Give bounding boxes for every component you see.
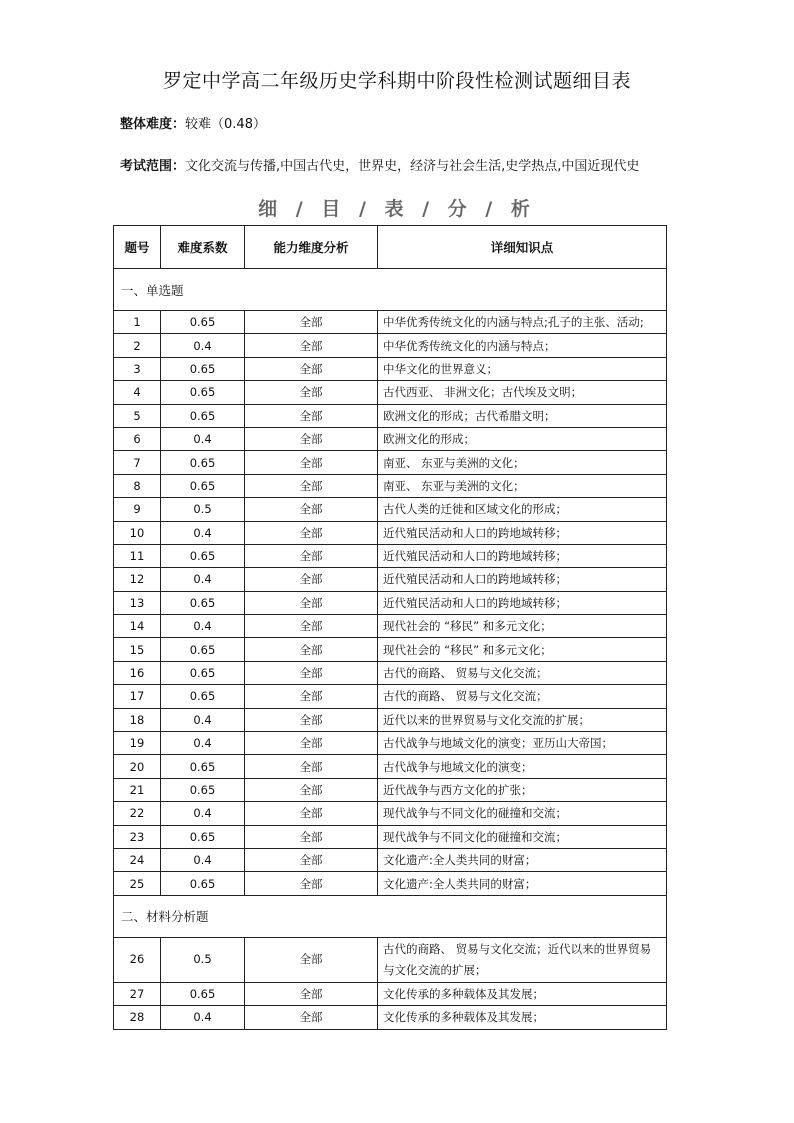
cell-number: 16 bbox=[114, 661, 161, 684]
cell-number: 17 bbox=[114, 685, 161, 708]
cell-knowledge: 古代战争与地域文化的演变；亚历山大帝国； bbox=[378, 732, 667, 755]
cell-difficulty: 0.4 bbox=[161, 334, 245, 357]
cell-difficulty: 0.4 bbox=[161, 1006, 245, 1029]
table-row bbox=[114, 825, 667, 848]
cell-ability: 全部 bbox=[245, 357, 378, 380]
table-row bbox=[114, 755, 667, 778]
cell-number: 22 bbox=[114, 802, 161, 825]
scope-label: 考试范围： bbox=[120, 159, 186, 174]
cell-difficulty: 0.65 bbox=[161, 474, 245, 497]
cell-knowledge: 南亚、 东亚与美洲的文化； bbox=[378, 451, 667, 474]
cell-ability: 全部 bbox=[245, 661, 378, 684]
cell-number: 13 bbox=[114, 591, 161, 614]
section-group-row bbox=[114, 269, 667, 311]
table-row bbox=[114, 521, 667, 544]
cell-ability: 全部 bbox=[245, 1006, 378, 1029]
table-row bbox=[114, 872, 667, 895]
cell-ability: 全部 bbox=[245, 982, 378, 1005]
cell-ability: 全部 bbox=[245, 427, 378, 450]
cell-difficulty: 0.65 bbox=[161, 778, 245, 801]
cell-difficulty: 0.65 bbox=[161, 872, 245, 895]
table-row bbox=[114, 708, 667, 731]
cell-knowledge: 古代的商路、 贸易与文化交流；近代以来的世界贸易与文化交流的扩展； bbox=[378, 937, 667, 982]
cell-difficulty: 0.65 bbox=[161, 311, 245, 334]
cell-number: 21 bbox=[114, 778, 161, 801]
cell-ability: 全部 bbox=[245, 404, 378, 427]
table-row bbox=[114, 802, 667, 825]
detail-table bbox=[113, 225, 667, 1030]
difficulty-value: 较难（0.48） bbox=[185, 117, 266, 132]
cell-number: 19 bbox=[114, 732, 161, 755]
cell-number: 11 bbox=[114, 544, 161, 567]
cell-knowledge: 古代的商路、 贸易与文化交流； bbox=[378, 685, 667, 708]
header-difficulty: 难度系数 bbox=[161, 226, 245, 269]
cell-ability: 全部 bbox=[245, 848, 378, 871]
cell-difficulty: 0.65 bbox=[161, 381, 245, 404]
difficulty-label: 整体难度： bbox=[120, 117, 186, 132]
cell-number: 2 bbox=[114, 334, 161, 357]
cell-ability: 全部 bbox=[245, 732, 378, 755]
cell-number: 8 bbox=[114, 474, 161, 497]
table-row bbox=[114, 404, 667, 427]
cell-knowledge: 文化传承的多种载体及其发展； bbox=[378, 982, 667, 1005]
cell-difficulty: 0.4 bbox=[161, 848, 245, 871]
cell-ability: 全部 bbox=[245, 544, 378, 567]
cell-ability: 全部 bbox=[245, 872, 378, 895]
cell-ability: 全部 bbox=[245, 311, 378, 334]
cell-ability: 全部 bbox=[245, 615, 378, 638]
cell-knowledge: 古代的商路、 贸易与文化交流； bbox=[378, 661, 667, 684]
cell-knowledge: 南亚、 东亚与美洲的文化； bbox=[378, 474, 667, 497]
cell-knowledge: 古代西亚、 非洲文化；古代埃及文明； bbox=[378, 381, 667, 404]
cell-difficulty: 0.65 bbox=[161, 357, 245, 380]
cell-ability: 全部 bbox=[245, 755, 378, 778]
cell-number: 20 bbox=[114, 755, 161, 778]
table-row bbox=[114, 1006, 667, 1029]
cell-knowledge: 欧洲文化的形成； bbox=[378, 427, 667, 450]
section-group-row bbox=[114, 895, 667, 937]
cell-ability: 全部 bbox=[245, 474, 378, 497]
cell-ability: 全部 bbox=[245, 498, 378, 521]
cell-number: 15 bbox=[114, 638, 161, 661]
table-row bbox=[114, 357, 667, 380]
cell-number: 4 bbox=[114, 381, 161, 404]
table-row bbox=[114, 661, 667, 684]
cell-number: 6 bbox=[114, 427, 161, 450]
cell-number: 24 bbox=[114, 848, 161, 871]
table-row bbox=[114, 474, 667, 497]
cell-difficulty: 0.4 bbox=[161, 615, 245, 638]
cell-knowledge: 文化遗产:全人类共同的财富； bbox=[378, 848, 667, 871]
cell-knowledge: 近代殖民活动和人口的跨地域转移； bbox=[378, 591, 667, 614]
cell-knowledge: 古代战争与地域文化的演变； bbox=[378, 755, 667, 778]
table-row bbox=[114, 982, 667, 1005]
cell-knowledge: 近代战争与西方文化的扩张； bbox=[378, 778, 667, 801]
table-row bbox=[114, 732, 667, 755]
cell-difficulty: 0.65 bbox=[161, 982, 245, 1005]
scope-value: 文化交流与传播,中国古代史，世界史，经济与社会生活,史学热点,中国近现代史 bbox=[185, 159, 640, 174]
cell-number: 18 bbox=[114, 708, 161, 731]
cell-difficulty: 0.4 bbox=[161, 427, 245, 450]
cell-knowledge: 古代人类的迁徙和区域文化的形成； bbox=[378, 498, 667, 521]
cell-knowledge: 现代社会的 “移民” 和多元文化； bbox=[378, 638, 667, 661]
cell-knowledge: 文化传承的多种载体及其发展； bbox=[378, 1006, 667, 1029]
cell-difficulty: 0.65 bbox=[161, 755, 245, 778]
cell-difficulty: 0.4 bbox=[161, 802, 245, 825]
cell-ability: 全部 bbox=[245, 638, 378, 661]
cell-ability: 全部 bbox=[245, 381, 378, 404]
cell-ability: 全部 bbox=[245, 521, 378, 544]
cell-number: 14 bbox=[114, 615, 161, 638]
table-row bbox=[114, 427, 667, 450]
cell-ability: 全部 bbox=[245, 825, 378, 848]
cell-difficulty: 0.4 bbox=[161, 732, 245, 755]
cell-knowledge: 中华优秀传统文化的内涵与特点； bbox=[378, 334, 667, 357]
cell-knowledge: 欧洲文化的形成；古代希腊文明； bbox=[378, 404, 667, 427]
cell-ability: 全部 bbox=[245, 778, 378, 801]
header-ability: 能力维度分析 bbox=[245, 226, 378, 269]
cell-difficulty: 0.65 bbox=[161, 451, 245, 474]
cell-number: 3 bbox=[114, 357, 161, 380]
header-knowledge: 详细知识点 bbox=[378, 226, 667, 269]
exam-scope bbox=[120, 155, 639, 174]
cell-difficulty: 0.65 bbox=[161, 404, 245, 427]
cell-knowledge: 近代以来的世界贸易与文化交流的扩展； bbox=[378, 708, 667, 731]
cell-knowledge: 中华文化的世界意义； bbox=[378, 357, 667, 380]
cell-number: 1 bbox=[114, 311, 161, 334]
table-row bbox=[114, 591, 667, 614]
table-row bbox=[114, 311, 667, 334]
cell-number: 23 bbox=[114, 825, 161, 848]
table-row bbox=[114, 381, 667, 404]
section-group-label: 二、材料分析题 bbox=[114, 895, 667, 937]
cell-number: 10 bbox=[114, 521, 161, 544]
cell-difficulty: 0.4 bbox=[161, 708, 245, 731]
table-row bbox=[114, 544, 667, 567]
cell-difficulty: 0.4 bbox=[161, 521, 245, 544]
cell-number: 28 bbox=[114, 1006, 161, 1029]
table-row bbox=[114, 498, 667, 521]
cell-ability: 全部 bbox=[245, 685, 378, 708]
cell-ability: 全部 bbox=[245, 334, 378, 357]
cell-difficulty: 0.65 bbox=[161, 825, 245, 848]
cell-ability: 全部 bbox=[245, 568, 378, 591]
cell-knowledge: 中华优秀传统文化的内涵与特点;孔子的主张、活动; bbox=[378, 311, 667, 334]
cell-number: 9 bbox=[114, 498, 161, 521]
cell-ability: 全部 bbox=[245, 451, 378, 474]
cell-knowledge: 文化遗产:全人类共同的财富； bbox=[378, 872, 667, 895]
overall-difficulty bbox=[120, 113, 266, 132]
cell-number: 5 bbox=[114, 404, 161, 427]
section-group-label: 一、单选题 bbox=[114, 269, 667, 311]
table-row bbox=[114, 638, 667, 661]
cell-difficulty: 0.4 bbox=[161, 568, 245, 591]
table-row bbox=[114, 451, 667, 474]
section-title: 细 / 目 / 表 / 分 / 析 bbox=[258, 198, 536, 220]
cell-number: 27 bbox=[114, 982, 161, 1005]
cell-ability: 全部 bbox=[245, 591, 378, 614]
table-row bbox=[114, 848, 667, 871]
cell-knowledge: 现代社会的 “移民” 和多元文化； bbox=[378, 615, 667, 638]
cell-knowledge: 近代殖民活动和人口的跨地域转移； bbox=[378, 521, 667, 544]
cell-ability: 全部 bbox=[245, 708, 378, 731]
table-row bbox=[114, 778, 667, 801]
cell-difficulty: 0.65 bbox=[161, 544, 245, 567]
table-header-row bbox=[114, 226, 667, 269]
cell-ability: 全部 bbox=[245, 937, 378, 982]
cell-difficulty: 0.65 bbox=[161, 591, 245, 614]
document-title: 罗定中学高二年级历史学科期中阶段性检测试题细目表 bbox=[162, 70, 631, 92]
cell-ability: 全部 bbox=[245, 802, 378, 825]
cell-knowledge: 近代殖民活动和人口的跨地域转移； bbox=[378, 568, 667, 591]
table-row bbox=[114, 685, 667, 708]
table-row bbox=[114, 615, 667, 638]
cell-difficulty: 0.65 bbox=[161, 685, 245, 708]
header-number: 题号 bbox=[114, 226, 161, 269]
table-row bbox=[114, 568, 667, 591]
cell-knowledge: 近代殖民活动和人口的跨地域转移； bbox=[378, 544, 667, 567]
cell-number: 25 bbox=[114, 872, 161, 895]
cell-difficulty: 0.5 bbox=[161, 498, 245, 521]
cell-number: 7 bbox=[114, 451, 161, 474]
cell-difficulty: 0.65 bbox=[161, 638, 245, 661]
table-row bbox=[114, 937, 667, 982]
cell-knowledge: 现代战争与不同文化的碰撞和交流； bbox=[378, 802, 667, 825]
cell-difficulty: 0.5 bbox=[161, 937, 245, 982]
cell-number: 26 bbox=[114, 937, 161, 982]
cell-knowledge: 现代战争与不同文化的碰撞和交流； bbox=[378, 825, 667, 848]
table-row bbox=[114, 334, 667, 357]
cell-difficulty: 0.65 bbox=[161, 661, 245, 684]
cell-number: 12 bbox=[114, 568, 161, 591]
